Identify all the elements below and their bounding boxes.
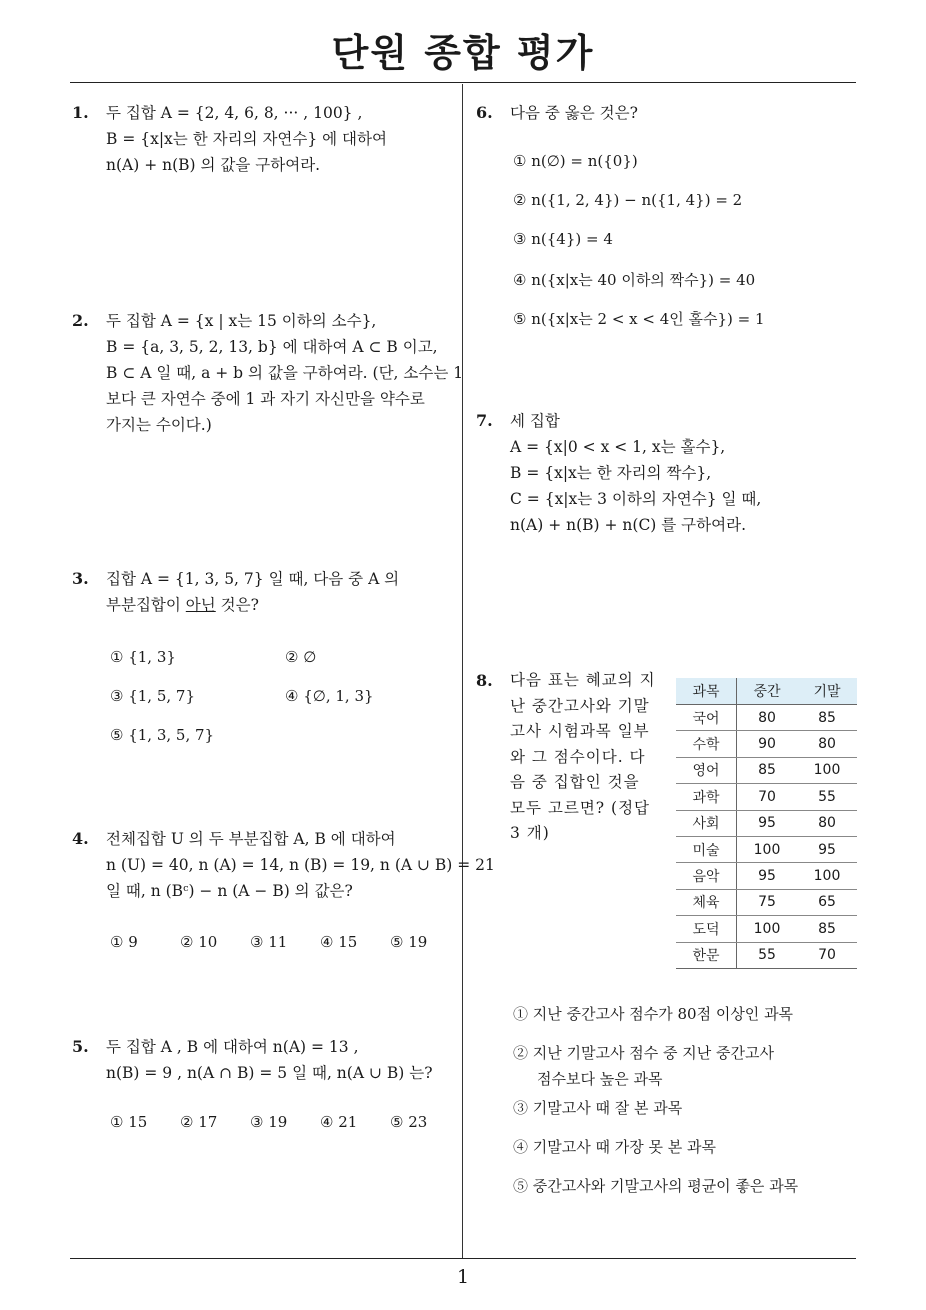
q5-option-3[interactable]: ③ 19 [250, 1113, 288, 1131]
table-row [676, 942, 857, 968]
q5-option-4[interactable]: ④ 21 [320, 1113, 358, 1131]
q3-option-4[interactable]: ④ {∅, 1, 3} [285, 687, 374, 705]
table-cell: 85 [737, 757, 798, 783]
table-row [676, 889, 857, 915]
question-line: A = {x|0 < x < 1, x는 홀수}, [510, 438, 726, 456]
table-cell: 55 [737, 942, 798, 968]
table-cell: 90 [737, 731, 798, 757]
table-header: 중간 [737, 678, 798, 705]
question-line: C = {x|x는 3 이하의 자연수} 일 때, [510, 490, 762, 508]
question-number: 4. [72, 829, 89, 848]
question-6 [476, 100, 638, 126]
q8-option-4[interactable]: ④ 기말고사 때 가장 못 본 과목 [513, 1138, 716, 1156]
table-row [676, 916, 857, 942]
question-8 [476, 668, 660, 847]
top-rule [70, 82, 856, 83]
table-cell: 사회 [676, 810, 737, 836]
table-cell: 65 [797, 889, 857, 915]
table-cell: 과학 [676, 784, 737, 810]
q6-option-4[interactable]: ④ n({x|x는 40 이하의 짝수}) = 40 [513, 271, 756, 289]
question-stem: 다음 표는 혜교의 지난 중간고사와 기말고사 시험과목 일부와 그 점수이다. 다음 중 집합인 것을 모두 고르면? (정답 3 개) [510, 671, 656, 842]
bottom-rule [70, 1258, 856, 1259]
table-cell: 100 [797, 757, 857, 783]
q3-option-1[interactable]: ① {1, 3} [110, 648, 176, 666]
question-line: B = {x|x는 한 자리의 짝수}, [510, 464, 712, 482]
q6-option-5[interactable]: ⑤ n({x|x는 2 < x < 4인 홀수}) = 1 [513, 310, 765, 328]
question-line: 두 집합 A = {2, 4, 6, 8, ··· , 100} , [106, 104, 363, 122]
table-cell: 영어 [676, 757, 737, 783]
question-line [106, 592, 399, 618]
table-cell: 95 [737, 863, 798, 889]
q8-option-3[interactable]: ③ 기말고사 때 잘 본 과목 [513, 1099, 683, 1117]
table-cell: 75 [737, 889, 798, 915]
question-number: 2. [72, 311, 89, 330]
page-number: 1 [456, 1266, 470, 1288]
table-cell: 70 [797, 942, 857, 968]
question-line: B = {x|x는 한 자리의 자연수} 에 대하여 [106, 130, 387, 148]
table-cell: 80 [797, 810, 857, 836]
table-cell: 수학 [676, 731, 737, 757]
page-title: 단원 종합 평가 [331, 31, 595, 75]
question-3 [72, 566, 399, 618]
question-number: 7. [476, 411, 493, 430]
question-number: 8. [476, 671, 493, 690]
q3-option-2[interactable]: ② ∅ [285, 648, 317, 666]
question-line: 전체집합 U 의 두 부분집합 A, B 에 대하여 [106, 830, 396, 848]
question-line: 집합 A = {1, 3, 5, 7} 일 때, 다음 중 A 의 [106, 570, 400, 588]
table-row [676, 810, 857, 836]
question-line: 다음 중 옳은 것은? [510, 104, 638, 122]
table-cell: 100 [797, 863, 857, 889]
q8-option-1[interactable]: ① 지난 중간고사 점수가 80점 이상인 과목 [513, 1005, 794, 1023]
question-line: 가지는 수이다.) [106, 416, 212, 434]
question-4 [72, 826, 495, 904]
q8-option-2-continued: 점수보다 높은 과목 [537, 1070, 663, 1088]
table-row [676, 784, 857, 810]
question-number: 6. [476, 103, 493, 122]
score-table [676, 678, 857, 969]
column-divider [462, 84, 463, 1259]
table-cell: 85 [797, 705, 857, 731]
question-text: 부분집합이 [106, 596, 186, 614]
question-line: 두 집합 A , B 에 대하여 n(A) = 13 , [106, 1038, 359, 1056]
question-line: B = {a, 3, 5, 2, 13, b} 에 대하여 A ⊂ B 이고, [106, 338, 438, 356]
question-number: 5. [72, 1037, 89, 1056]
table-cell: 80 [737, 705, 798, 731]
q5-option-2[interactable]: ② 17 [180, 1113, 218, 1131]
table-cell: 도덕 [676, 916, 737, 942]
table-row [676, 757, 857, 783]
q4-option-2[interactable]: ② 10 [180, 933, 218, 951]
table-header: 과목 [676, 678, 737, 705]
q3-option-3[interactable]: ③ {1, 5, 7} [110, 687, 196, 705]
question-5 [72, 1034, 433, 1086]
question-line: B ⊂ A 일 때, a + b 의 값을 구하여라. (단, 소수는 1 [106, 364, 464, 382]
table-cell: 80 [797, 731, 857, 757]
question-number: 3. [72, 569, 89, 588]
question-line: n(A) + n(B) 의 값을 구하여라. [106, 156, 321, 174]
table-cell: 85 [797, 916, 857, 942]
q8-option-5[interactable]: ⑤ 중간고사와 기말고사의 평균이 좋은 과목 [513, 1177, 799, 1195]
table-cell: 100 [737, 836, 798, 862]
question-line: 두 집합 A = {x | x는 15 이하의 소수}, [106, 312, 377, 330]
table-cell: 음악 [676, 863, 737, 889]
q4-option-1[interactable]: ① 9 [110, 933, 138, 951]
question-1 [72, 100, 387, 178]
question-line: n(B) = 9 , n(A ∩ B) = 5 일 때, n(A ∪ B) 는? [106, 1064, 433, 1082]
emphasis-underline: 아닌 [185, 596, 216, 614]
table-cell: 한문 [676, 942, 737, 968]
q5-option-1[interactable]: ① 15 [110, 1113, 148, 1131]
question-line: 세 집합 [510, 412, 560, 430]
question-line: n (U) = 40, n (A) = 14, n (B) = 19, n (A ∪ B) = 21 [106, 856, 495, 874]
q4-option-5[interactable]: ⑤ 19 [390, 933, 428, 951]
q3-option-5[interactable]: ⑤ {1, 3, 5, 7} [110, 726, 215, 744]
question-line: 보다 큰 자연수 중에 1 과 자기 자신만을 약수로 [106, 390, 425, 408]
table-header: 기말 [797, 678, 857, 705]
table-row [676, 705, 857, 731]
question-2 [72, 308, 463, 438]
table-cell: 95 [797, 836, 857, 862]
q5-option-5[interactable]: ⑤ 23 [390, 1113, 428, 1131]
table-row [676, 836, 857, 862]
table-row [676, 731, 857, 757]
table-cell: 95 [737, 810, 798, 836]
q6-option-2[interactable]: ② n({1, 2, 4}) − n({1, 4}) = 2 [513, 191, 743, 209]
question-7 [476, 408, 761, 538]
table-cell: 미술 [676, 836, 737, 862]
table-cell: 55 [797, 784, 857, 810]
table-header-row [676, 678, 857, 705]
question-number: 1. [72, 103, 89, 122]
table-cell: 국어 [676, 705, 737, 731]
table-cell: 체육 [676, 889, 737, 915]
question-text: 것은? [215, 596, 259, 614]
q6-option-3[interactable]: ③ n({4}) = 4 [513, 230, 613, 248]
table-cell: 70 [737, 784, 798, 810]
q8-option-2[interactable]: ② 지난 기말고사 점수 중 지난 중간고사 [513, 1044, 774, 1062]
table-row [676, 863, 857, 889]
q4-option-3[interactable]: ③ 11 [250, 933, 288, 951]
question-line: 일 때, n (Bᶜ) − n (A − B) 의 값은? [106, 882, 353, 900]
question-line: n(A) + n(B) + n(C) 를 구하여라. [510, 516, 747, 534]
table-cell: 100 [737, 916, 798, 942]
q6-option-1[interactable]: ① n(∅) = n({0}) [513, 152, 638, 170]
q4-option-4[interactable]: ④ 15 [320, 933, 358, 951]
